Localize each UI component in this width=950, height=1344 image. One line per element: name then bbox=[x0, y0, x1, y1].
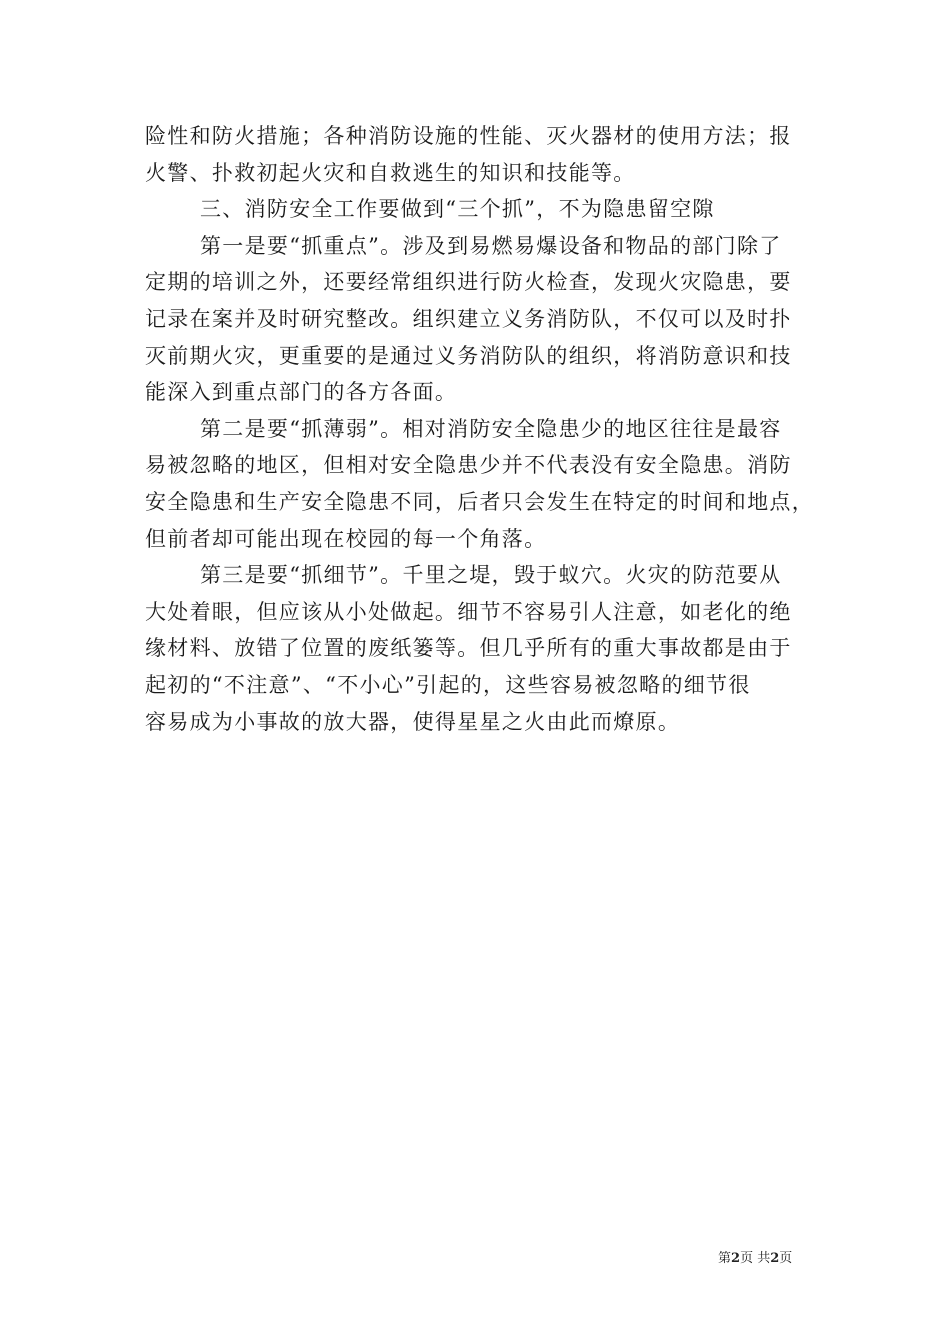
paragraph-line: 安全隐患和生产安全隐患不同，后者只会发生在特定的时间和地点， bbox=[145, 489, 814, 514]
footer-suffix: 页 bbox=[779, 1251, 793, 1266]
paragraph-line: 容易成为小事故的放大器，使得星星之火由此而燎原。 bbox=[145, 709, 681, 734]
paragraph-line: 但前者却可能出现在校园的每一个角落。 bbox=[145, 526, 547, 551]
footer-middle: 页 共 bbox=[740, 1251, 771, 1266]
footer-current-page: 2 bbox=[731, 1251, 741, 1266]
paragraph-line: 易被忽略的地区，但相对安全隐患少并不代表没有安全隐患。消防 bbox=[145, 453, 792, 478]
paragraph-line: 火警、扑救初起火灾和自救逃生的知识和技能等。 bbox=[145, 160, 636, 185]
paragraph-line: 第一是要“抓重点”。涉及到易燃易爆设备和物品的部门除了 bbox=[200, 233, 782, 258]
paragraph-line: 能深入到重点部门的各方各面。 bbox=[145, 380, 458, 405]
paragraph-line: 灭前期火灾，更重要的是通过义务消防队的组织，将消防意识和技 bbox=[145, 343, 792, 368]
paragraph-line: 起初的“不注意”、“不小心”引起的，这些容易被忽略的细节很 bbox=[145, 672, 751, 697]
footer-total-pages: 2 bbox=[770, 1251, 780, 1266]
paragraph-line: 定期的培训之外，还要经常组织进行防火检查，发现火灾隐患，要 bbox=[145, 270, 792, 295]
paragraph-line: 第三是要“抓细节”。千里之堤，毁于蚁穴。火灾的防范要从 bbox=[200, 563, 782, 588]
page-footer bbox=[718, 1247, 792, 1266]
paragraph-line: 第二是要“抓薄弱”。相对消防安全隐患少的地区往往是最容 bbox=[200, 416, 782, 441]
paragraph bbox=[145, 228, 825, 411]
paragraph bbox=[145, 411, 825, 557]
document-body bbox=[145, 118, 825, 740]
paragraph bbox=[145, 191, 825, 228]
paragraph-line: 险性和防火措施；各种消防设施的性能、灭火器材的使用方法；报 bbox=[145, 124, 792, 148]
paragraph-line: 三、消防安全工作要做到“三个抓”，不为隐患留空隙 bbox=[200, 197, 715, 222]
footer-prefix: 第 bbox=[718, 1251, 732, 1266]
paragraph bbox=[145, 557, 825, 740]
paragraph-line: 缘材料、放错了位置的废纸篓等。但几乎所有的重大事故都是由于 bbox=[145, 636, 792, 661]
paragraph-line: 记录在案并及时研究整改。组织建立义务消防队，不仅可以及时扑 bbox=[145, 306, 792, 331]
paragraph-line: 大处着眼，但应该从小处做起。细节不容易引人注意，如老化的绝 bbox=[145, 599, 792, 624]
paragraph bbox=[145, 118, 825, 191]
